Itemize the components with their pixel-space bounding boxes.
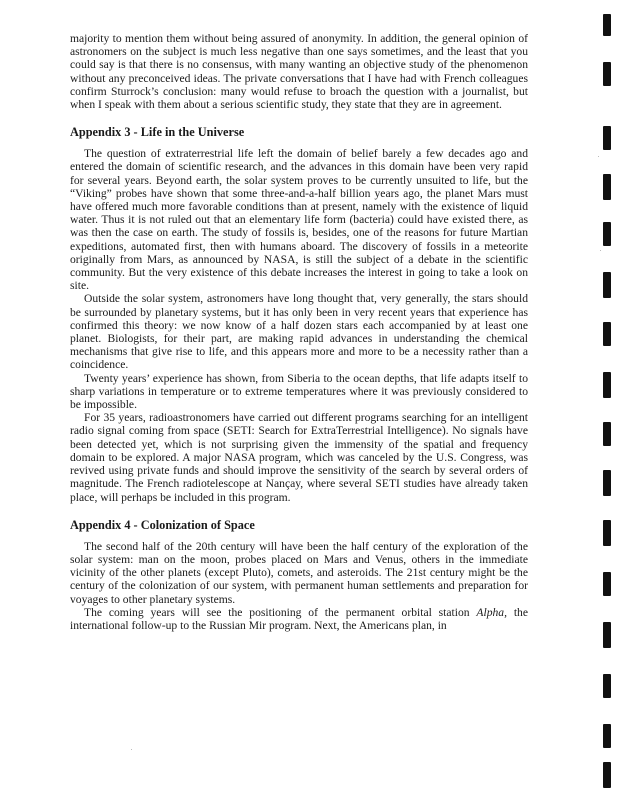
binding-hole xyxy=(603,14,611,36)
binding-hole xyxy=(603,520,611,546)
binding-hole xyxy=(603,724,611,748)
appendix-4-paragraph-1: The second half of the 20th century will have been the half century of the exploration of the solar system: man on the moon, probes placed on Mars and Venus, others in the immediate vicinity of the other planets (except Pluto), comets, and asteroids. The 21st century might be the century of the colonization of our system, with permanent human settlements and preparation for voyages to other planetary systems. xyxy=(70,539,528,606)
binding-holes xyxy=(599,0,613,798)
binding-hole xyxy=(603,572,611,596)
binding-hole xyxy=(603,322,611,346)
appendix-3-heading: Appendix 3 - Life in the Universe xyxy=(70,125,245,140)
appendix-4-heading: Appendix 4 - Colonization of Space xyxy=(70,517,255,532)
binding-hole xyxy=(603,126,611,150)
binding-hole xyxy=(603,674,611,698)
paragraph-continued: majority to mention them without being assured of anonymity. In addition, the general opinion of astronomers on the subject is much less negative than one says sometimes, and the least that you could say is that there is no consensus, with many wanting an objective study of the phenomenon without any preconceived ideas. The private conversations that I have had with French colleagues confirm Sturrock’s conclusion: many would refuse to broach the question with a journalist, but when I speak with them about a serious scientific study, they state that they are in agreement. xyxy=(70,32,528,112)
binding-hole xyxy=(603,372,611,398)
binding-hole xyxy=(603,762,611,788)
binding-hole xyxy=(603,422,611,446)
appendix-3-paragraph-4: For 35 years, radioastronomers have carried out different programs searching for an intelligent radio signal coming from space (SETI: Search for ExtraTerrestrial Intelligence). No signals have been detected yet, which is not surprising given the immensity of the spatial and frequency domain to be explored. A major NASA program, which was canceled by the U.S. Congress, was revived using private funds and should improve the sensitivity of the search by several orders of magnitude. The French radiotelescope at Nançay, where several SETI studies have already taken place, will perhaps be included in this program. xyxy=(70,411,528,504)
binding-hole xyxy=(603,174,611,200)
text-after-italic: the international follow-up to the Russian Mir program. Next, the Americans plan, in xyxy=(70,605,528,632)
scan-speck xyxy=(131,749,132,750)
station-name-italic: Alpha, xyxy=(476,605,507,619)
binding-hole xyxy=(603,272,611,298)
scan-speck xyxy=(600,250,601,251)
scan-speck xyxy=(598,156,599,157)
appendix-3-paragraph-3: Twenty years’ experience has shown, from Siberia to the ocean depths, that life adapts itself to sharp variations in temperature or to extreme temperatures where it was previously considered to be impossible. xyxy=(70,371,528,412)
appendix-3-paragraph-2: Outside the solar system, astronomers have long thought that, very generally, the stars should be surrounded by planetary systems, but it has only been in very recent years that experience has confirmed this theory: we now know of a half dozen stars each accompanied by at least one planet. Biologists, for their part, are making rapid advances in understanding the chemical mechanisms that give rise to life, and this appears more and more to be a necessity rather than a coincidence. xyxy=(70,292,528,372)
appendix-4-paragraph-2 xyxy=(70,606,528,632)
binding-hole xyxy=(603,470,611,496)
binding-hole xyxy=(603,62,611,86)
document-body xyxy=(70,32,528,632)
appendix-3-paragraph-1: The question of extraterrestrial life left the domain of belief barely a few decades ago and entered the domain of scientific research, and the advances in this domain have been very rapid for several years. Beyond earth, the solar system proves to be currently unsuited to life, but the “Viking” probes have shown that some three-and-a-half billion years ago, the planet Mars must have offered much more favorable conditions than at present, namely with the existence of liquid water. Thus it is not ruled out that an elementary life form (bacteria) could have existed there, as was then the case on earth. The study of fossils is, besides, one of the reasons for future Martian expeditions, automated first, then with humans aboard. The discovery of fossils in a meteorite originally from Mars, as announced by NASA, is still the subject of a debate in the scientific community. But the very existence of this debate increases the interest in going to take a look on site. xyxy=(70,147,528,293)
binding-hole xyxy=(603,622,611,648)
binding-hole xyxy=(603,222,611,246)
text-before-italic: The coming years will see the positioning of the permanent orbital station xyxy=(84,605,477,619)
